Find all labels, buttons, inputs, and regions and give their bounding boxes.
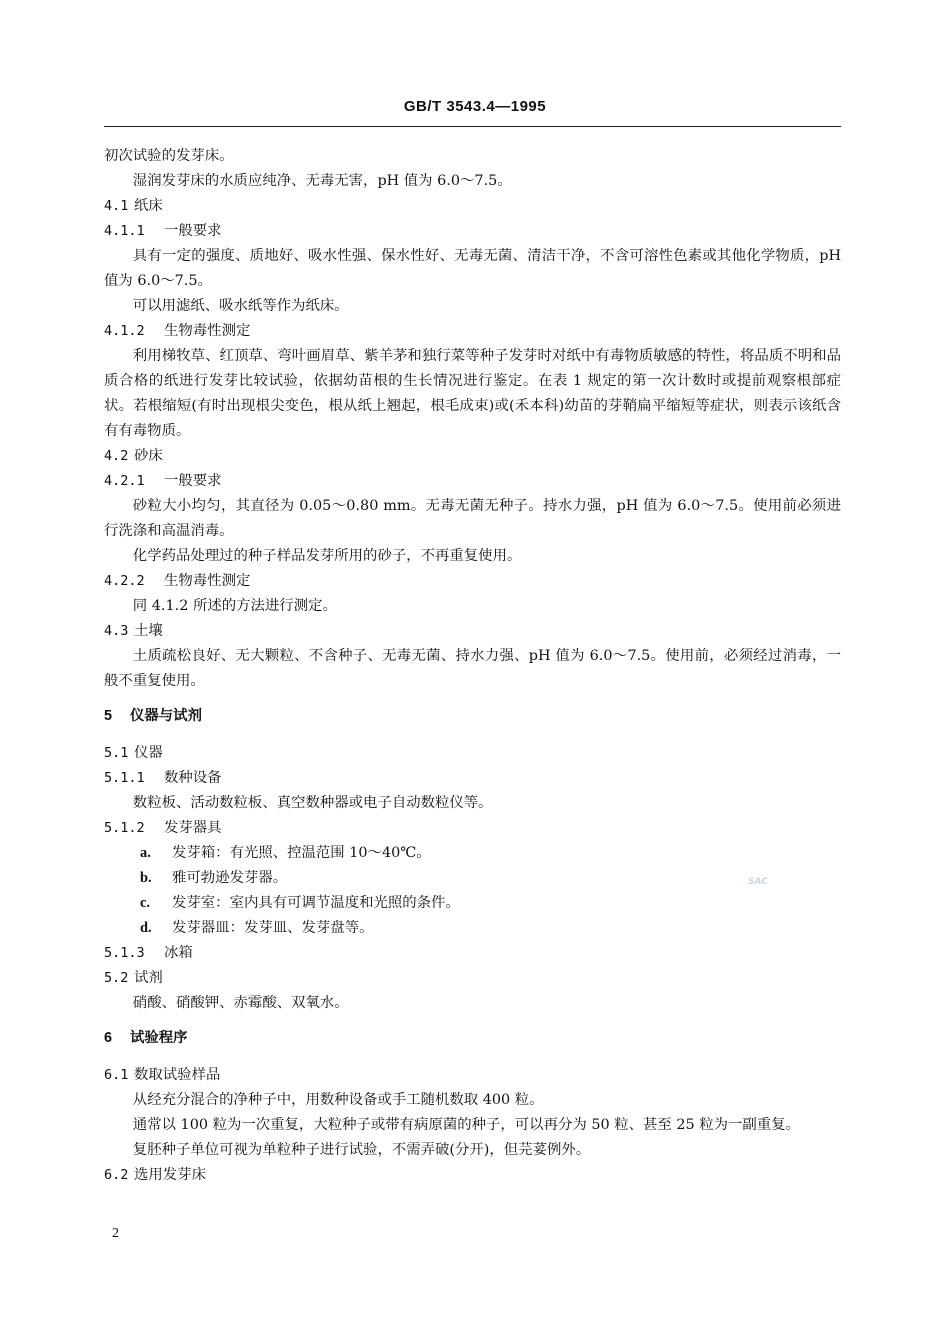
page-header: GB/T 3543.4—1995 bbox=[403, 98, 547, 115]
list-item bbox=[104, 891, 841, 916]
heading-number: 5.1.1 bbox=[104, 770, 145, 786]
section-heading bbox=[104, 704, 841, 729]
paragraph: 同 4.1.2 所述的方法进行测定。 bbox=[132, 598, 337, 614]
subsection-heading bbox=[104, 766, 841, 791]
section-title: 仪器与试剂 bbox=[130, 708, 202, 724]
section-number: 5 bbox=[104, 708, 113, 724]
paragraph: 土质疏松良好、无大颗粒、不含种子、无毒无菌、持水力强、pH 值为 6.0～7.5。使用前，必须经过消毒，一般不重复使用。 bbox=[104, 648, 841, 689]
heading-title: 试剂 bbox=[134, 970, 163, 986]
list-item bbox=[104, 841, 841, 866]
section-number: 6 bbox=[104, 1030, 113, 1046]
paragraph: 通常以 100 粒为一次重复，大粒种子或带有病原菌的种子，可以再分为 50 粒、甚至 25 粒为一副重复。 bbox=[132, 1117, 800, 1133]
heading-number: 6.1 bbox=[104, 1067, 129, 1083]
paragraph: 数粒板、活动数粒板、真空数种器或电子自动数粒仪等。 bbox=[132, 795, 493, 811]
heading-number: 5.1.2 bbox=[104, 820, 145, 836]
list-text: 雅可勃逊发芽器。 bbox=[172, 870, 288, 886]
paragraph: 利用梯牧草、红顶草、弯叶画眉草、紫羊茅和独行菜等种子发芽时对纸中有毒物质敏感的特性，将品质不明和品质合格的纸进行发芽比较试验，依据幼苗根的生长情况进行鉴定。在表 1 规定的第一次计数时或提前观察根部症状。若根缩短(有时出现根尖变色，根从纸上翘起，根毛成束)或(禾本科)幼苗的芽鞘扁平缩短等症状，则表示该纸含有有毒物质。 bbox=[104, 348, 841, 439]
subsection-heading bbox=[104, 741, 841, 766]
subsection-heading bbox=[104, 966, 841, 991]
page-number: 2 bbox=[112, 1226, 119, 1241]
heading-number: 4.1.1 bbox=[104, 223, 145, 239]
paragraph: 从经充分混合的净种子中，用数种设备或手工随机数取 400 粒。 bbox=[132, 1092, 544, 1108]
heading-title: 砂床 bbox=[134, 448, 163, 464]
subsection-heading bbox=[104, 444, 841, 469]
subsection-heading bbox=[104, 619, 841, 644]
heading-title: 一般要求 bbox=[164, 473, 222, 489]
list-text: 发芽室：室内具有可调节温度和光照的条件。 bbox=[172, 895, 460, 911]
paragraph: 化学药品处理过的种子样品发芽所用的砂子，不再重复使用。 bbox=[132, 548, 522, 564]
heading-title: 仪器 bbox=[134, 745, 163, 761]
heading-title: 冰箱 bbox=[164, 945, 193, 961]
paragraph: 初次试验的发芽床。 bbox=[104, 148, 234, 164]
list-text: 发芽器皿：发芽皿、发芽盘等。 bbox=[172, 920, 374, 936]
heading-title: 选用发芽床 bbox=[134, 1167, 206, 1183]
heading-number: 5.1.3 bbox=[104, 945, 145, 961]
heading-number: 6.2 bbox=[104, 1167, 129, 1183]
subsection-heading bbox=[104, 469, 841, 494]
heading-number: 4.2.1 bbox=[104, 473, 145, 489]
heading-title: 数取试验样品 bbox=[134, 1067, 221, 1083]
subsection-heading bbox=[104, 319, 841, 344]
heading-title: 数种设备 bbox=[164, 770, 222, 786]
paragraph: 湿润发芽床的水质应纯净、无毒无害，pH 值为 6.0～7.5。 bbox=[132, 173, 512, 189]
section-heading bbox=[104, 1026, 841, 1051]
subsection-heading bbox=[104, 569, 841, 594]
document-body bbox=[104, 144, 841, 1188]
subsection-heading bbox=[104, 941, 841, 966]
list-marker: b. bbox=[140, 870, 152, 886]
heading-number: 4.3 bbox=[104, 623, 129, 639]
heading-title: 生物毒性测定 bbox=[164, 573, 251, 589]
heading-title: 一般要求 bbox=[164, 223, 222, 239]
heading-title: 纸床 bbox=[134, 198, 163, 214]
section-title: 试验程序 bbox=[130, 1030, 188, 1046]
list-item bbox=[104, 916, 841, 941]
heading-title: 土壤 bbox=[134, 623, 163, 639]
list-item bbox=[104, 866, 841, 891]
subsection-heading bbox=[104, 194, 841, 219]
paragraph: 硝酸、硝酸钾、赤霉酸、双氧水。 bbox=[132, 995, 349, 1011]
list-marker: d. bbox=[140, 920, 152, 936]
heading-number: 4.2.2 bbox=[104, 573, 145, 589]
paragraph: 复胚种子单位可视为单粒种子进行试验，不需弄破(分开)，但芫荽例外。 bbox=[132, 1142, 591, 1158]
watermark-logo: SAC bbox=[748, 877, 768, 887]
heading-number: 4.2 bbox=[104, 448, 129, 464]
heading-number: 4.1 bbox=[104, 198, 129, 214]
heading-number: 4.1.2 bbox=[104, 323, 145, 339]
header-rule bbox=[104, 126, 841, 127]
heading-number: 5.2 bbox=[104, 970, 129, 986]
paragraph: 砂粒大小均匀，其直径为 0.05～0.80 mm。无毒无菌无种子。持水力强，pH 值为 6.0～7.5。使用前必须进行洗涤和高温消毒。 bbox=[104, 498, 841, 539]
paragraph: 可以用滤纸、吸水纸等作为纸床。 bbox=[132, 298, 349, 314]
heading-number: 5.1 bbox=[104, 745, 129, 761]
list-marker: c. bbox=[140, 895, 150, 911]
subsection-heading bbox=[104, 219, 841, 244]
list-marker: a. bbox=[140, 845, 151, 861]
heading-title: 生物毒性测定 bbox=[164, 323, 251, 339]
paragraph: 具有一定的强度、质地好、吸水性强、保水性好、无毒无菌、清洁干净，不含可溶性色素或其他化学物质，pH 值为 6.0～7.5。 bbox=[104, 248, 841, 289]
subsection-heading bbox=[104, 1063, 841, 1088]
subsection-heading bbox=[104, 1163, 841, 1188]
list-text: 发芽箱：有光照、控温范围 10～40℃。 bbox=[172, 845, 431, 861]
heading-title: 发芽器具 bbox=[164, 820, 222, 836]
subsection-heading bbox=[104, 816, 841, 841]
